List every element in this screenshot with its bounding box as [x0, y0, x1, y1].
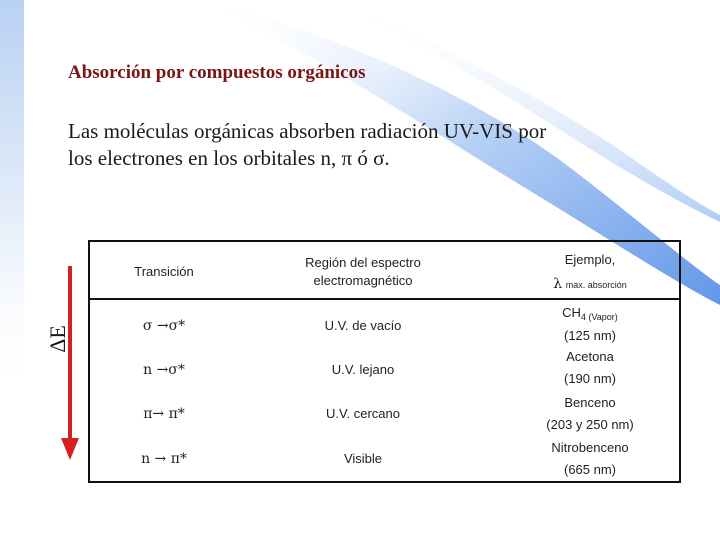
- header-example-line1: Ejemplo,: [564, 251, 616, 267]
- slide-title: Absorción por compuestos orgánicos: [68, 62, 366, 83]
- header-example: [503, 248, 677, 296]
- table-header-divider: [88, 298, 681, 300]
- decorative-swoosh-thin: [330, 0, 720, 222]
- energy-arrow-icon: [58, 262, 82, 462]
- slide-body-text: [68, 118, 668, 172]
- row-2-example-line2: (190 nm): [563, 371, 617, 386]
- row-1-example-subscript: 4 (Vapor): [580, 311, 618, 322]
- row-1-example-line2: (125 nm): [563, 327, 617, 343]
- row-3-transition: π→ π*: [143, 406, 185, 422]
- header-region-line1: Región del espectro: [305, 255, 421, 270]
- row-1-example-line1: [503, 302, 677, 325]
- row-4-example-line1: Nitrobenceno: [551, 440, 629, 455]
- row-4-example-line2: (665 nm): [563, 462, 617, 477]
- row-4-example: [503, 437, 677, 481]
- header-example-line2: [503, 272, 677, 297]
- row-3-example: [503, 392, 677, 436]
- row-2-region: U.V. lejano: [331, 362, 395, 377]
- energy-axis-label: ΔE: [45, 325, 70, 353]
- row-2-example: [503, 346, 677, 390]
- body-line-1: Las moléculas orgánicas absorben radiación UV-VIS por: [68, 119, 547, 143]
- header-region: [270, 250, 456, 294]
- left-gradient-bar: [0, 0, 24, 400]
- row-3-region: U.V. cercano: [326, 406, 400, 421]
- row-4-transition: n → π*: [141, 451, 187, 467]
- row-1-example: [503, 302, 677, 346]
- header-transition-text: Transición: [134, 264, 194, 279]
- row-3-example-line1: Benceno: [564, 395, 616, 410]
- row-2-example-line1: Acetona: [566, 349, 614, 364]
- row-4-region: Visible: [343, 451, 383, 466]
- row-1-transition: σ →σ*: [142, 318, 186, 334]
- row-1-region: U.V. de vacío: [324, 318, 402, 333]
- row-1-example-formula: CH: [562, 304, 581, 320]
- body-line-2: los electrones en los orbitales n, π ó σ.: [68, 146, 390, 170]
- row-3-example-line2: (203 y 250 nm): [546, 417, 634, 432]
- lambda-symbol: λ: [553, 275, 563, 292]
- row-2-transition: n →σ*: [143, 362, 185, 378]
- lambda-subscript: max. absorción: [565, 279, 627, 290]
- header-transition: [90, 250, 238, 294]
- header-region-line2: electromagnético: [313, 273, 413, 288]
